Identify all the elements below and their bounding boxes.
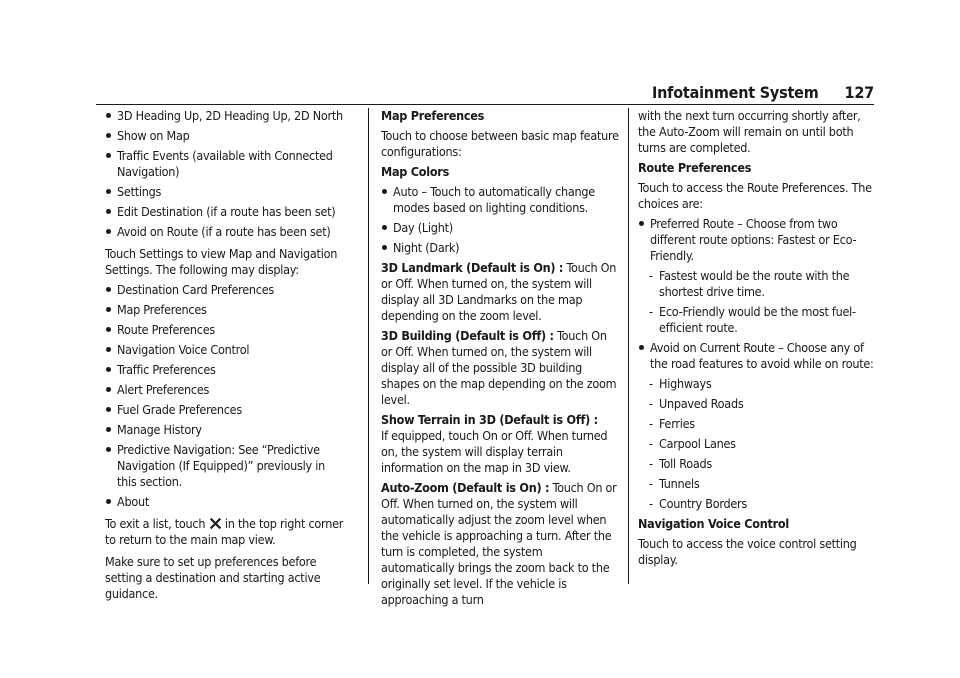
- heading: Map Preferences: [381, 108, 485, 123]
- list-item: About: [105, 494, 347, 510]
- list-item: Day (Light): [381, 220, 619, 236]
- sub-list-item: - Country Borders: [638, 496, 876, 512]
- sub-list-item: - Fastest would be the route with the shortest drive time.: [638, 268, 876, 300]
- setting-text: Touch On or Off. When turned on, the system will automatically adjust the zoom level when the vehicle is approaching a turn. After the turn is completed, the system automatically brings the zoom back to the originally set level. If the vehicle is approaching a turn: [381, 480, 617, 607]
- paragraph: Touch to access the voice control setting display.: [638, 536, 857, 567]
- options-list: [105, 108, 347, 240]
- list-item: Preferred Route – Choose from two different route options: Fastest or Eco-Friendly.: [638, 216, 876, 264]
- list-item: Fuel Grade Preferences: [105, 402, 347, 418]
- route-preferences-list: [638, 216, 876, 264]
- list-item: Show on Map: [105, 128, 347, 144]
- setting-term: Auto-Zoom (Default is On) :: [381, 480, 550, 495]
- paragraph: Touch Settings to view Map and Navigation Settings. The following may display:: [105, 246, 338, 277]
- column-divider: [628, 108, 629, 584]
- section-title: Infotainment System: [651, 83, 819, 102]
- sub-list-item: - Tunnels: [638, 476, 876, 492]
- list-item: Manage History: [105, 422, 347, 438]
- setting-3d-building: [381, 328, 619, 408]
- setting-term: Show Terrain in 3D (Default is Off) :: [381, 412, 598, 427]
- paragraph: Touch to choose between basic map feature configurations:: [381, 128, 619, 159]
- paragraph: Touch to access the Route Preferences. The choices are:: [638, 180, 872, 211]
- sub-list-item: - Ferries: [638, 416, 876, 432]
- list-item: Alert Preferences: [105, 382, 347, 398]
- setting-text: Touch On or Off. When turned on, the system will display all of the possible 3D building shapes on the map depending on the zoom level.: [381, 328, 617, 407]
- page-header: [652, 83, 874, 102]
- sub-list-item: - Toll Roads: [638, 456, 876, 472]
- paragraph: Make sure to set up preferences before setting a destination and starting active guidance.: [105, 554, 321, 601]
- list-item: Predictive Navigation: See “Predictive Navigation (If Equipped)” previously in this section.: [105, 442, 347, 490]
- list-item: Avoid on Route (if a route has been set): [105, 224, 347, 240]
- map-colors-list: [381, 184, 619, 256]
- setting-text: If equipped, touch On or Off. When turned on, the system will display terrain information on the map in 3D view.: [381, 428, 608, 475]
- close-icon: [210, 518, 221, 529]
- setting-auto-zoom: [381, 480, 619, 608]
- route-preferences-list: [638, 340, 876, 372]
- setting-text: Touch On or Off. When turned on, the system will display all 3D Landmarks on the map depending on the zoom level.: [381, 260, 617, 323]
- sub-list: [638, 376, 876, 512]
- list-item: 3D Heading Up, 2D Heading Up, 2D North: [105, 108, 347, 124]
- list-item: Map Preferences: [105, 302, 347, 318]
- column-divider: [368, 108, 369, 584]
- sub-list-item: - Eco-Friendly would be the most fuel-efficient route.: [638, 304, 876, 336]
- list-item: Navigation Voice Control: [105, 342, 347, 358]
- paragraph: with the next turn occurring shortly after, the Auto-Zoom will remain on until both turns are completed.: [638, 108, 861, 155]
- list-item: Traffic Preferences: [105, 362, 347, 378]
- sub-list-item: - Unpaved Roads: [638, 396, 876, 412]
- list-item: Avoid on Current Route – Choose any of the road features to avoid while on route:: [638, 340, 876, 372]
- list-item: Destination Card Preferences: [105, 282, 347, 298]
- list-item: Route Preferences: [105, 322, 347, 338]
- paragraph-text: To exit a list, touch: [105, 516, 206, 531]
- list-item: Auto – Touch to automatically change modes based on lighting conditions.: [381, 184, 619, 216]
- setting-3d-landmark: [381, 260, 619, 324]
- column-2: [381, 108, 619, 612]
- column-1: [105, 108, 347, 606]
- sub-list-item: - Highways: [638, 376, 876, 392]
- list-item: Edit Destination (if a route has been set): [105, 204, 347, 220]
- heading: Route Preferences: [638, 160, 752, 175]
- paragraph: [105, 516, 347, 548]
- header-rule: [96, 104, 874, 105]
- page-number: 127: [844, 83, 874, 102]
- setting-term: 3D Landmark (Default is On) :: [381, 260, 564, 275]
- heading: Map Colors: [381, 164, 450, 179]
- column-3: [638, 108, 876, 572]
- settings-list: [105, 282, 347, 510]
- list-item: Traffic Events (available with Connected Navigation): [105, 148, 347, 180]
- setting-term: 3D Building (Default is Off) :: [381, 328, 554, 343]
- setting-show-terrain: [381, 412, 619, 476]
- sub-list: [638, 268, 876, 336]
- heading: Navigation Voice Control: [638, 516, 789, 531]
- sub-list-item: - Carpool Lanes: [638, 436, 876, 452]
- list-item: Night (Dark): [381, 240, 619, 256]
- list-item: Settings: [105, 184, 347, 200]
- paragraph-text: in the top right corner to return to the main map view.: [105, 516, 344, 547]
